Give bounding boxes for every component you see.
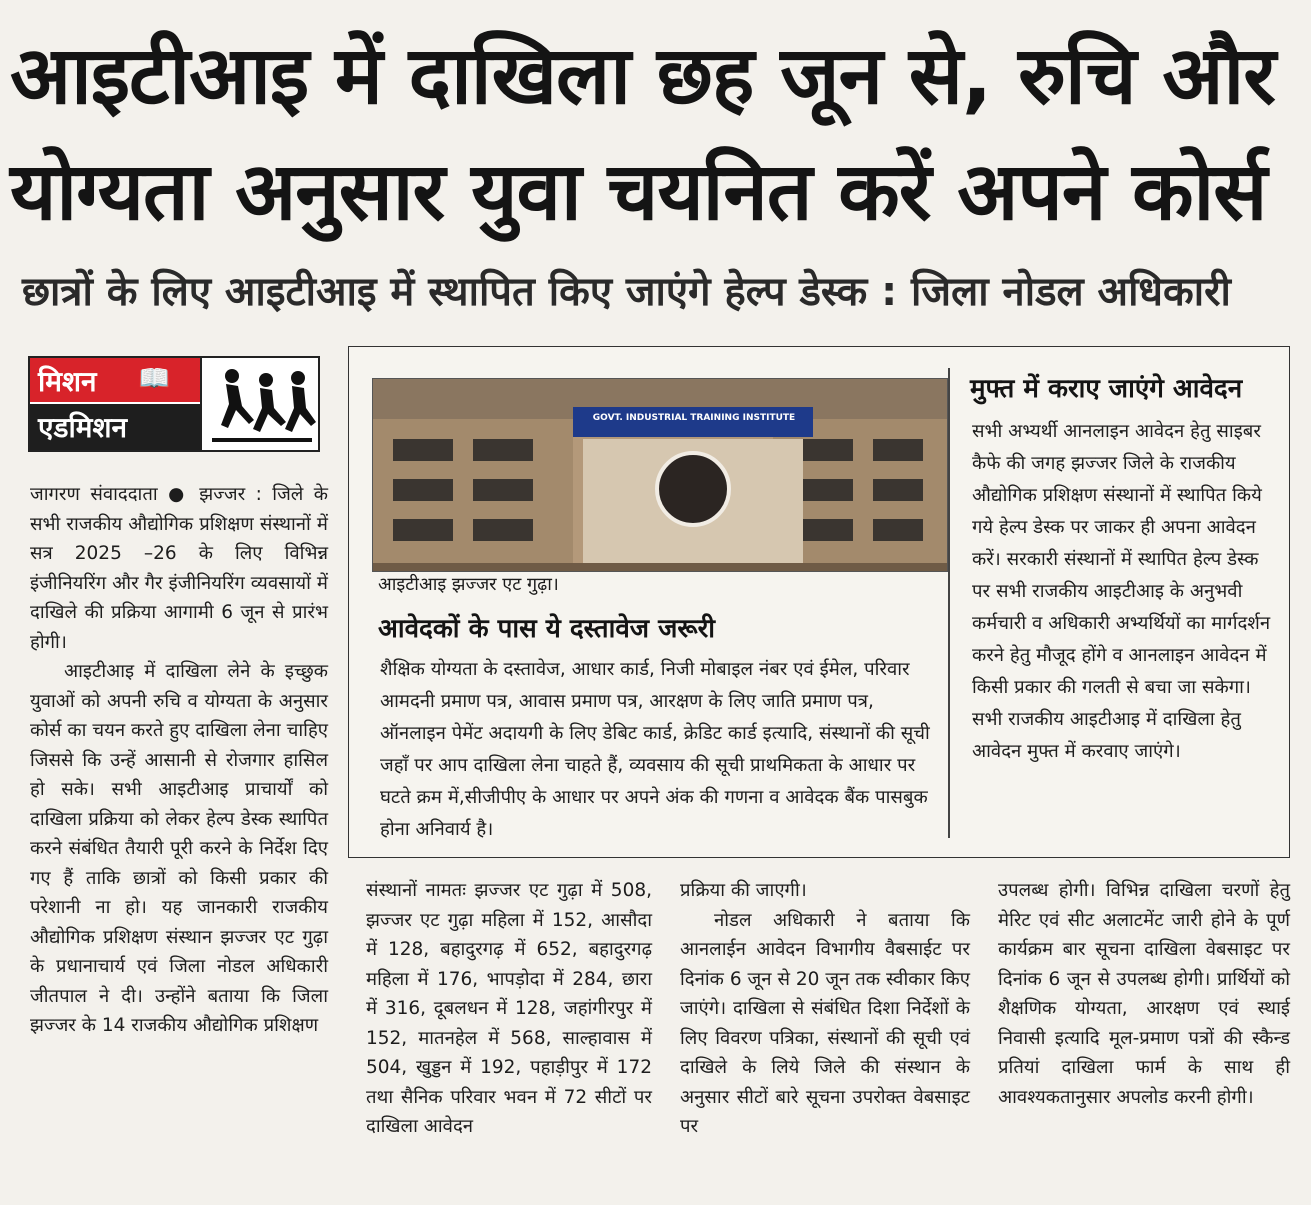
article-column-2 <box>366 876 652 1142</box>
article-column-3 <box>680 876 970 1142</box>
article-intro: जागरण संवाददाता ● झज्जर : जिले के सभी राजकीय औद्योगिक प्रशिक्षण संस्थानों में सत्र 2025 –26 के लिए विभिन्न इंजीनियरिंग और गैर इंजीनियरिंग व्यवसायों में दाखिले की प्रक्रिया आगामी 6 जून से प्रारंभ होगी। <box>30 484 328 653</box>
headline: आइटीआइ में दाखिला छह जून से, रुचि और योग्यता अनुसार युवा चयनित करें अपने कोर्स <box>10 29 1275 238</box>
documents-text: शैक्षिक योग्यता के दस्तावेज, आधार कार्ड, निजी मोबाइल नंबर एवं ईमेल, परिवार आमदनी प्रमाण पत्र, आवास प्रमाण पत्र, आरक्षण के लिए जाति प्रमाण पत्र, ऑनलाइन पेमेंट अदायगी के लिए डेबिट कार्ड, क्रेडिट कार्ड इत्यादि, संस्थानों की सूची जहाँ पर आप दाखिला लेना चाहते हैं, व्यवसाय की सूची प्राथमिकता के आधार पर घटते क्रम में,सीजीपीए के आधार पर अपने अंक की गणना व आवेदक बैंक पासबुक होना अनिवार्य है। <box>380 659 930 840</box>
free-application-text: सभी अभ्यर्थी आनलाइन आवेदन हेतु साइबर कैफे की जगह झज्जर जिले के राजकीय औद्योगिक प्रशिक्षण संस्थानों में स्थापित किये गये हेल्प डेस्क पर जाकर ही अपना आवेदन करें। सरकारी संस्थानों में स्थापित हेल्प डेस्क पर सभी राजकीय आइटीआइ के अनुभवी कर्मचारी व अधिकारी अभ्यर्थियों का मार्गदर्शन करने हेतु मौजूद होंगे व आनलाइन आवेदन में किसी प्रकार की गलती से बचा जा सकेगा। सभी राजकीय आइटीआइ में दाखिला हेतु आवेदन मुफ्त में करवाए जाएंगे। <box>972 421 1271 762</box>
building-sign: GOVT. INDUSTRIAL TRAINING INSTITUTE <box>592 413 796 423</box>
box-divider <box>948 368 950 838</box>
article-paragraph: नोडल अधिकारी ने बताया कि आनलाईन आवेदन विभागीय वैबसाईट पर दिनांक 6 जून से 20 जून तक स्वीकार किए जाएंगे। दाखिला से संबंधित दिशा निर्देशों के लिए विवरण पत्रिका, संस्थानों की सूची एवं दाखिले के लिये जिले की संस्थान के अनुसार सीटों बारे सूचना उपरोक्त वेबसाइट पर <box>680 909 970 1137</box>
subheadline: छात्रों के लिए आइटीआइ में स्थापित किए जाएंगे हेल्प डेस्क : जिला नोडल अधिकारी <box>22 269 1231 315</box>
logo-line2: एडमिशन <box>38 411 128 444</box>
mission-admission-logo <box>28 356 320 452</box>
running-students-icon <box>200 358 320 450</box>
article-paragraph: संस्थानों नामतः झज्जर एट गुढ़ा में 508, झज्जर एट गुढ़ा महिला में 152, आसौदा में 128, बहादुरगढ़ में 652, बहादुरगढ़ महिला में 176, भापड़ोदा में 284, छारा में 316, दूबलधन में 128, जहांगीरपुर में 152, मातनहेल में 568, साल्हावास में 504, खुड्डन में 192, पहाड़ीपुर में 172 तथा सैनिक परिवार भवन में 72 सीटों पर दाखिला आवेदन <box>366 880 652 1137</box>
logo-line1: मिशन <box>38 365 97 398</box>
article-paragraph: आइटीआइ में दाखिला लेने के इच्छुक युवाओं को अपनी रुचि व योग्यता के अनुसार कोर्स का चयन करते हुए दाखिला लेना चाहिए जिससे कि उन्हें आसानी से रोजगार हासिल हो सके। सभी आइटीआइ प्राचार्यों को दाखिला प्रक्रिया को लेकर हेल्प डेस्क स्थापित करने संबंधित तैयारी पूरी करने के निर्देश दिए गए हैं ताकि छात्रों को किसी प्रकार की परेशानी ना हो। यह जानकारी राजकीय औद्योगिक प्रशिक्षण संस्थान झज्जर एट गुढ़ा के प्रधानाचार्य एवं जिला नोडल अधिकारी जीतपाल ने दी। उन्होंने बताया कि जिला झज्जर के 14 राजकीय औद्योगिक प्रशिक्षण <box>30 661 328 1036</box>
article-paragraph: उपलब्ध होगी। विभिन्न दाखिला चरणों हेतु मेरिट एवं सीट अलाटमेंट जारी होने के पूर्ण कार्यक्रम बार सूचना दाखिला वेबसाइट पर दिनांक 6 जून से उपलब्ध होगी। प्रार्थियों को शैक्षणिक योग्यता, आरक्षण एवं स्थाई निवासी इत्यादि मूल-प्रमाण पत्रों की स्कैन्ड प्रतियां दाखिला फार्म के साथ ही आवश्यकतानुसार अपलोड करनी होगी। <box>998 880 1290 1108</box>
article-paragraph: प्रक्रिया की जाएगी। <box>680 880 807 901</box>
photo-caption: आइटीआइ झज्जर एट गुढ़ा। <box>378 574 559 595</box>
article-column-1 <box>30 480 328 1041</box>
book-icon: 📖 <box>138 364 171 394</box>
iti-building-photo <box>372 378 948 572</box>
documents-title: आवेदकों के पास ये दस्तावेज जरूरी <box>378 614 716 644</box>
free-application-title: मुफ्त में कराए जाएंगे आवेदन <box>970 374 1243 404</box>
article-column-4 <box>998 876 1290 1112</box>
